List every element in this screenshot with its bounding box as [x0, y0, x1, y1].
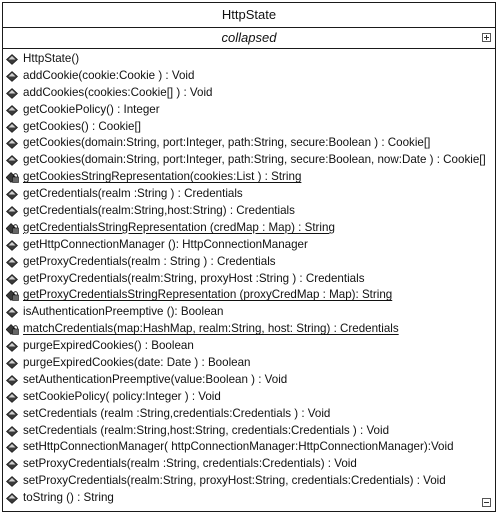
operation-signature: getHttpConnectionManager (): HttpConnectionManager: [23, 237, 308, 251]
operation-row[interactable]: [6, 203, 491, 220]
operation-row[interactable]: [6, 102, 491, 119]
operation-signature: toString () : String: [23, 491, 114, 505]
public-method-icon: [6, 105, 19, 116]
operation-row[interactable]: [6, 490, 491, 507]
operation-signature: setCookiePolicy( policy:Integer ) : Void: [23, 389, 221, 403]
operation-row[interactable]: [6, 389, 491, 406]
public-method-icon: [6, 138, 19, 149]
public-method-icon: [6, 257, 19, 268]
operation-row[interactable]: [6, 271, 491, 288]
operation-signature: setHttpConnectionManager( httpConnectionManager:HttpConnectionManager):Void: [23, 440, 454, 454]
operation-row[interactable]: [6, 237, 491, 254]
public-method-icon: [6, 122, 19, 133]
operation-row[interactable]: [6, 68, 491, 85]
operation-row[interactable]: [6, 287, 491, 304]
operation-row[interactable]: [6, 321, 491, 338]
operations-list: [6, 51, 491, 507]
public-method-icon: [6, 375, 19, 386]
operation-signature: getProxyCredentials(realm : String ) : Credentials: [23, 254, 276, 268]
operation-row[interactable]: [6, 220, 491, 237]
public-method-icon: [6, 341, 19, 352]
operation-signature: setProxyCredentials(realm :String, credentials:Credentials) : Void: [23, 457, 357, 471]
operation-signature: getCookiesStringRepresentation(cookies:List ) : String: [23, 170, 302, 184]
public-method-icon: [6, 409, 19, 420]
operation-signature: getCredentials(realm :String ) : Credentials: [23, 187, 243, 201]
operation-signature: getCredentials(realm:String,host:String) : Credentials: [23, 204, 295, 218]
public-method-icon: [6, 476, 19, 487]
public-method-icon: [6, 206, 19, 217]
public-method-icon: [6, 155, 19, 166]
operation-row[interactable]: [6, 51, 491, 68]
public-method-icon: [6, 54, 19, 65]
operation-row[interactable]: [6, 304, 491, 321]
uml-class-box: [2, 2, 496, 512]
operation-row[interactable]: [6, 338, 491, 355]
operation-row[interactable]: [6, 135, 491, 152]
operation-row[interactable]: [6, 423, 491, 440]
operation-signature: getProxyCredentials(realm:String, proxyHost :String ) : Credentials: [23, 271, 365, 285]
public-method-icon: [6, 358, 19, 369]
attributes-section-collapsed: [3, 28, 495, 49]
public-method-icon: [6, 493, 19, 504]
operation-row[interactable]: [6, 152, 491, 169]
section-label: collapsed: [221, 30, 277, 45]
operation-row[interactable]: [6, 254, 491, 271]
public-method-icon: [6, 459, 19, 470]
private-method-lock-icon: [6, 172, 19, 183]
public-method-icon: [6, 426, 19, 437]
public-method-icon: [6, 274, 19, 285]
minus-icon[interactable]: [482, 498, 491, 507]
operation-signature: getCookies(domain:String, port:Integer, path:String, secure:Boolean, now:Date ) : Cookie[]: [23, 153, 486, 167]
operation-signature: setCredentials (realm:String,host:String, credentials:Credentials ) : Void: [23, 423, 390, 437]
operation-signature: getCookies() : Cookie[]: [23, 119, 141, 133]
operation-row[interactable]: [6, 169, 491, 186]
operation-signature: getProxyCredentialsStringRepresentation (proxyCredMap : Map): String: [23, 288, 393, 302]
operation-signature: setAuthenticationPreemptive(value:Boolean ) : Void: [23, 372, 288, 386]
operation-signature: getCookies(domain:String, port:Integer, path:String, secure:Boolean ) : Cookie[]: [23, 136, 431, 150]
operation-row[interactable]: [6, 186, 491, 203]
public-method-icon: [6, 240, 19, 251]
private-method-lock-icon: [6, 324, 19, 335]
public-method-icon: [6, 442, 19, 453]
operation-row[interactable]: [6, 406, 491, 423]
operation-signature: HttpState(): [23, 52, 80, 65]
operation-row[interactable]: [6, 456, 491, 473]
operation-signature: setCredentials (realm :String,credentials:Credentials ) : Void: [23, 406, 331, 420]
public-method-icon: [6, 189, 19, 200]
public-method-icon: [6, 307, 19, 318]
operation-signature: getCookiePolicy() : Integer: [23, 102, 160, 116]
operation-row[interactable]: [6, 119, 491, 136]
operation-row[interactable]: [6, 372, 491, 389]
operation-signature: isAuthenticationPreemptive (): Boolean: [23, 305, 224, 319]
operation-signature: addCookies(cookies:Cookie[] ) : Void: [23, 85, 213, 99]
operation-signature: addCookie(cookie:Cookie ) : Void: [23, 68, 195, 82]
operation-signature: purgeExpiredCookies(date: Date ) : Boolean: [23, 356, 251, 370]
operation-row[interactable]: [6, 355, 491, 372]
private-method-lock-icon: [6, 223, 19, 234]
public-method-icon: [6, 88, 19, 99]
operation-signature: matchCredentials(map:HashMap, realm:String, host: String) : Credentials: [23, 322, 399, 336]
operation-row[interactable]: [6, 439, 491, 456]
operation-signature: setProxyCredentials(realm:String, proxyHost:String, credentials:Credentials) : Void: [23, 474, 446, 488]
operation-signature: purgeExpiredCookies() : Boolean: [23, 339, 194, 353]
private-method-lock-icon: [6, 290, 19, 301]
operation-row[interactable]: [6, 473, 491, 490]
class-name: HttpState: [3, 3, 495, 28]
public-method-icon: [6, 392, 19, 403]
plus-icon[interactable]: [482, 33, 491, 42]
operation-signature: getCredentialsStringRepresentation (credMap : Map) : String: [23, 220, 335, 234]
public-method-icon: [6, 71, 19, 82]
operation-row[interactable]: [6, 85, 491, 102]
